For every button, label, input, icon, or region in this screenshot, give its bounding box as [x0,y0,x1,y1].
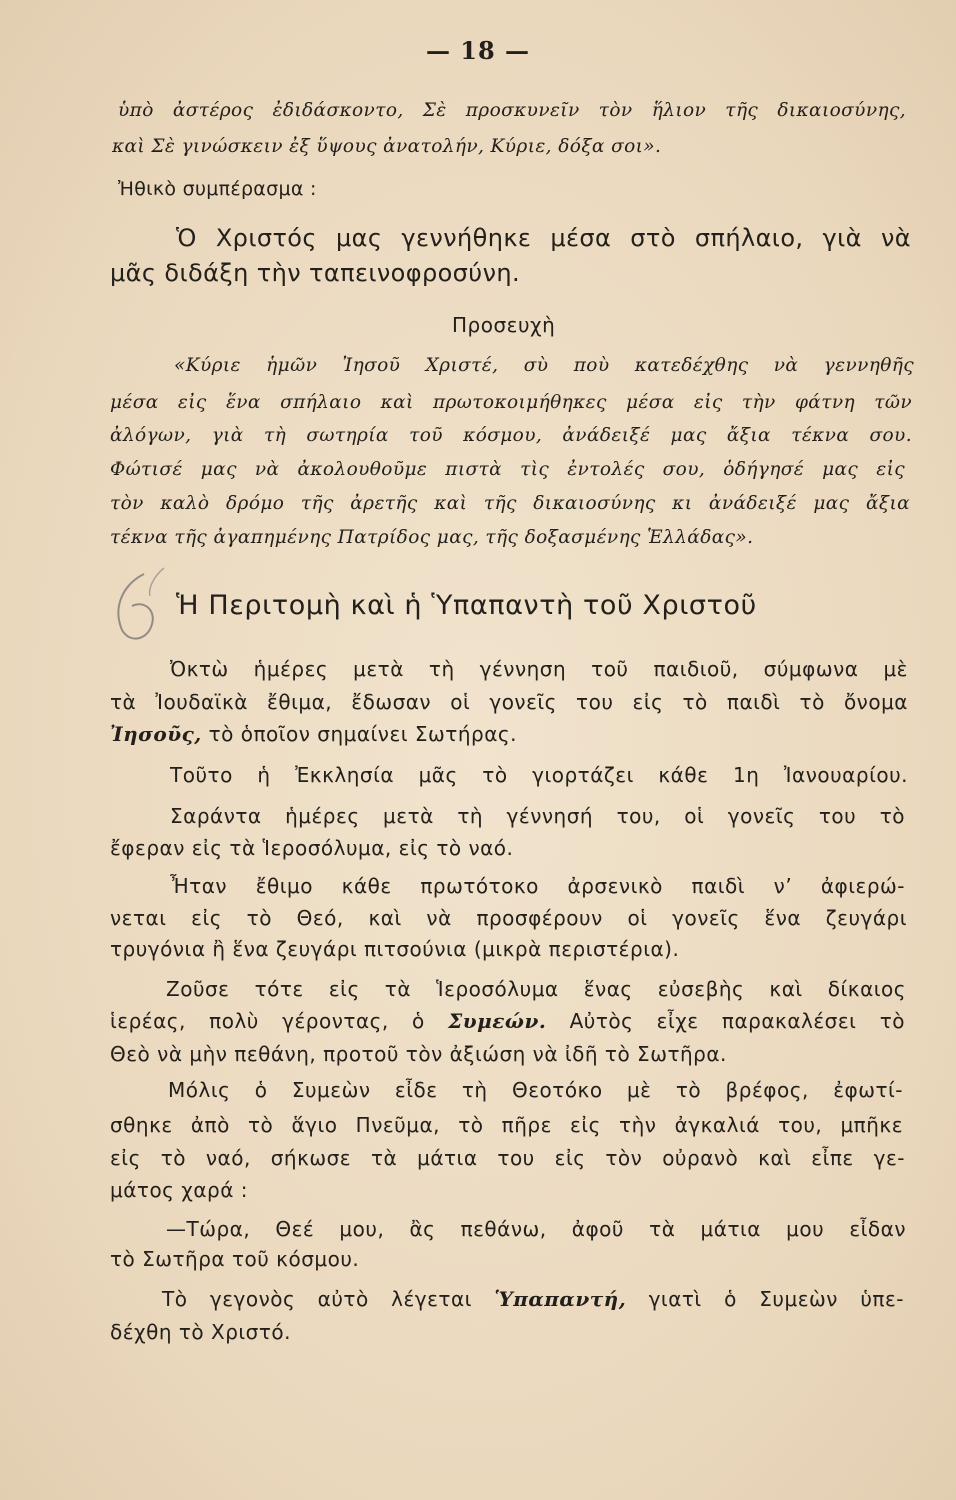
paragraph-line: Τὸ γεγονὸς αὐτὸ λέγεται Ὑπαπαντή, γιατὶ ὁ Συμεὼν ὑπε- [162,1287,904,1311]
term-emphasis: Ὑπαπαντή, [494,1287,627,1311]
quote-line: ὑπὸ ἀστέρος ἐδιδάσκοντο, Σὲ προσκυνεῖν τὸν ἥλιον τῆς δικαιοσύνης, [118,100,906,121]
prayer-line: μέσα εἰς ἕνα σπήλαιο καὶ πρωτοκοιμήθηκες μέσα εἰς τὴν φάτνη τῶν [110,392,912,413]
paragraph-line: τρυγόνια ἢ ἕνα ζευγάρι πιτσούνια (μικρὰ περιστέρια). [110,937,680,961]
moral-line: Ὁ Χριστός μας γεννήθηκε μέσα στὸ σπήλαιο, γιὰ νὰ [176,224,911,252]
paragraph-line: Ὀκτὼ ἡμέρες μετὰ τὴ γέννηση τοῦ παιδιοῦ, σύμφωνα μὲ [170,657,908,681]
moral-heading: Ἠθικὸ συμπέρασμα : [118,178,317,200]
name-emphasis: Ἰησοῦς, [110,722,202,746]
quote-line: καὶ Σὲ γινώσκειν ἐξ ὕψους ἀνατολήν, Κύριε, δόξα σοι». [112,136,662,157]
paragraph-line: —Τώρα, Θεέ μου, ἂς πεθάνω, ἀφοῦ τὰ μάτια μου εἶδαν [166,1217,906,1241]
paragraph-line: Σαράντα ἡμέρες μετὰ τὴ γέννησή του, οἱ γονεῖς του τὸ [170,804,905,828]
paragraph-line: Ζοῦσε τότε εἰς τὰ Ἱεροσόλυμα ἕνας εὐσεβὴς καὶ δίκαιος [166,977,906,1001]
prayer-line: ἀλόγων, γιὰ τὴ σωτηρία τοῦ κόσμου, ἀνάδειξέ μας ἄξια τέκνα σου. [110,425,912,446]
paragraph-line: Ἰησοῦς, τὸ ὁποῖον σημαίνει Σωτήρας. [110,722,517,746]
prayer-line: τέκνα τῆς ἀγαπημένης Πατρίδος μας, τῆς δοξασμένης Ἑλλάδας». [110,527,754,548]
prayer-line: Φώτισέ μας νὰ ἀκολουθοῦμε πιστὰ τὶς ἐντολές σου, ὁδήγησέ μας εἰς [110,459,905,480]
prayer-line: τὸν καλὸ δρόμο τῆς ἀρετῆς καὶ τῆς δικαιοσύνης κι ἀνάδειξέ μας ἄξια [110,493,910,514]
section-title: Ἡ Περιτομὴ καὶ ἡ Ὑπαπαντὴ τοῦ Χριστοῦ [176,590,757,621]
paragraph-line: δέχθη τὸ Χριστό. [110,1320,291,1344]
paragraph-line: Θεὸ νὰ μὴν πεθάνη, προτοῦ τὸν ἀξιώση νὰ ἰδῆ τὸ Σωτῆρα. [110,1042,727,1066]
paragraph-line: Τοῦτο ἡ Ἐκκλησία μᾶς τὸ γιορτάζει κάθε 1η Ἰανουαρίου. [170,763,908,787]
pencil-mark-icon [104,566,174,646]
paragraph-line: σθηκε ἀπὸ τὸ ἅγιο Πνεῦμα, τὸ πῆρε εἰς τὴν ἀγκαλιά του, μπῆκε [110,1113,903,1137]
paragraph-line: μάτος χαρά : [110,1178,248,1202]
paragraph-line: ἔφεραν εἰς τὰ Ἱεροσόλυμα, εἰς τὸ ναό. [110,836,514,860]
prayer-line: «Κύριε ἡμῶν Ἰησοῦ Χριστέ, σὺ ποὺ κατεδέχθης νὰ γεννηθῆς [174,355,914,376]
moral-line: μᾶς διδάξη τὴν ταπεινοφροσύνη. [110,259,521,287]
paragraph-line: νεται εἰς τὸ Θεό, καὶ νὰ προσφέρουν οἱ γονεῖς ἕνα ζευγάρι [110,906,907,930]
paragraph-line: Ἦταν ἔθιμο κάθε πρωτότοκο ἀρσενικὸ παιδὶ ν’ ἀφιερώ- [170,874,905,898]
paragraph-line: ἱερέας, πολὺ γέροντας, ὁ Συμεών. Αὐτὸς εἶχε παρακαλέσει τὸ [110,1009,905,1033]
paragraph-line: εἰς τὸ ναό, σήκωσε τὰ μάτια του εἰς τὸν οὐρανὸ καὶ εἶπε γε- [110,1146,905,1170]
paragraph-line: τὸ Σωτῆρα τοῦ κόσμου. [110,1247,360,1271]
page-number: — 18 — [425,36,531,65]
name-emphasis: Συμεών. [448,1009,547,1033]
paragraph-line: τὰ Ἰουδαϊκὰ ἔθιμα, ἔδωσαν οἱ γονεῖς του εἰς τὸ παιδὶ τὸ ὄνομα [110,690,908,714]
prayer-heading: Προσευχὴ [452,313,556,337]
paragraph-line: Μόλις ὁ Συμεὼν εἶδε τὴ Θεοτόκο μὲ τὸ βρέφος, ἐφωτί- [168,1078,903,1102]
